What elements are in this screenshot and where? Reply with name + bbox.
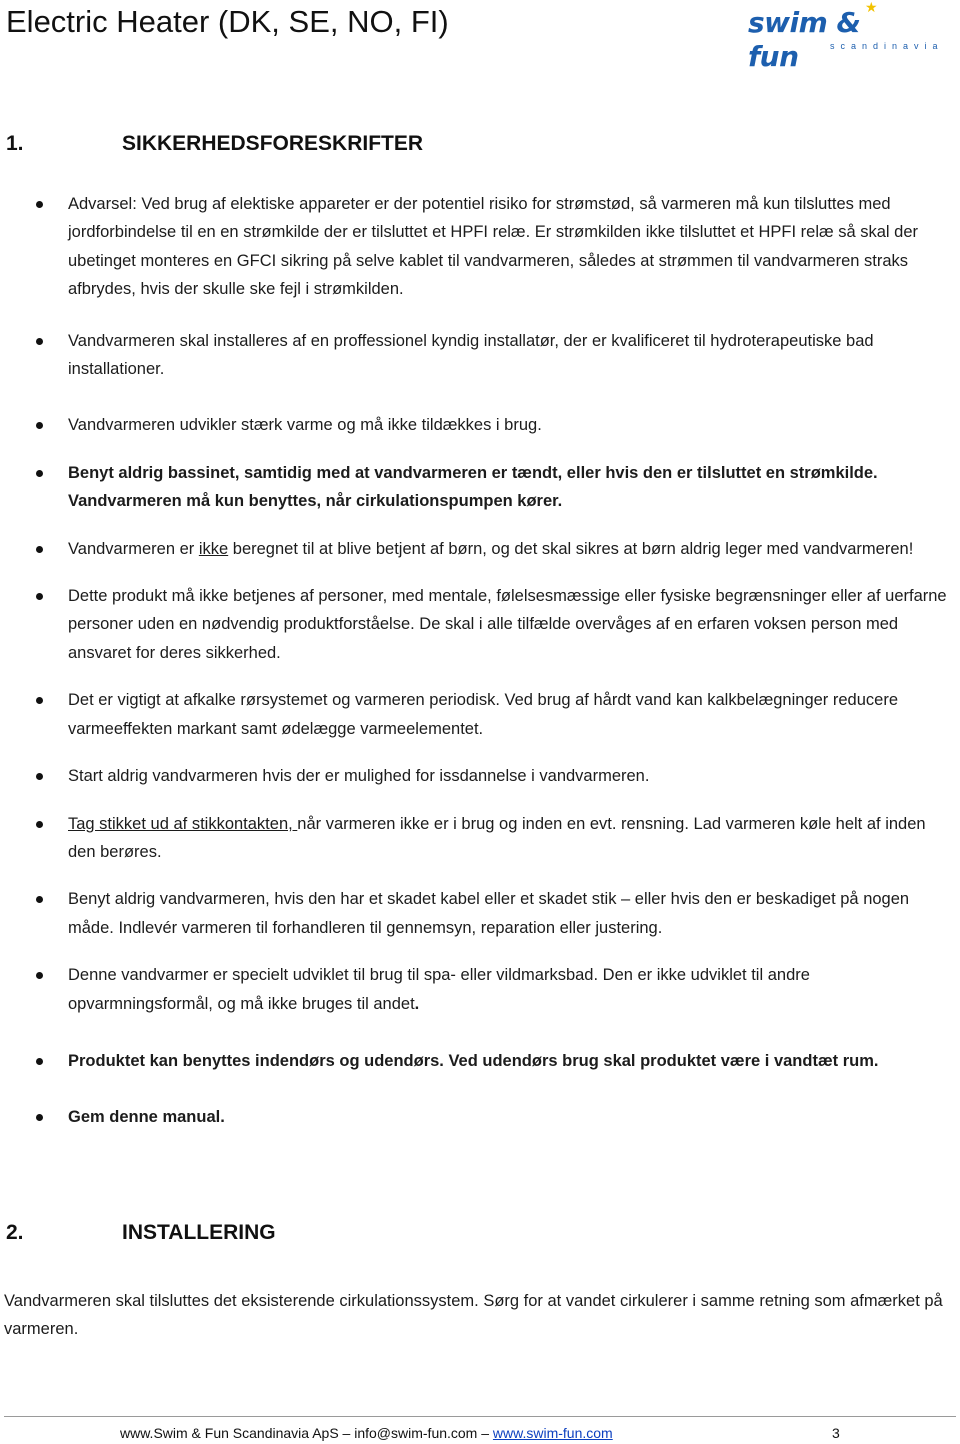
star-icon: ★ <box>865 0 878 15</box>
list-item <box>0 327 960 384</box>
bullet-text: Benyt aldrig bassinet, samtidig med at vandvarmeren er tændt, eller hvis den er tilsluttet en strømkilde. Vandvarmeren må kun benyttes, når cirkulationspumpen kører. <box>68 463 878 511</box>
section-2-heading <box>6 1219 276 1247</box>
footer <box>120 1422 613 1444</box>
bullet-text: Vandvarmeren er <box>68 539 199 558</box>
document-title: Electric Heater (DK, SE, NO, FI) <box>6 4 449 39</box>
logo-subtext: scandinavia <box>830 41 944 51</box>
list-item <box>0 582 960 667</box>
bullet-text: Dette produkt må ikke betjenes af personer, med mentale, følelsesmæssige eller fysiske begrænsninger eller af uerfarne personer uden en nødvendig produktforståelse. De skal i alle tilfælde overvåges af en erfaren voksen person med ansvaret for deres sikkerhed. <box>68 587 947 662</box>
footer-text: www.Swim & Fun Scandinavia ApS – info@swim-fun.com – <box>120 1425 493 1441</box>
bullet-text: Benyt aldrig vandvarmeren, hvis den har et skadet kabel eller et skadet stik – eller hvis den er beskadiget på nogen måde. Indlevér varmeren til forhandleren til gennemsyn, reparation eller justering. <box>68 890 910 937</box>
logo-text: swim & fun <box>748 6 861 73</box>
list-item <box>0 459 960 516</box>
footer-divider <box>4 1416 956 1417</box>
section-2-number: 2. <box>6 1221 24 1244</box>
list-item <box>0 686 960 743</box>
list-item <box>0 1103 960 1131</box>
swim-fun-logo <box>748 0 944 73</box>
page-number: 3 <box>832 1425 840 1441</box>
underlined-text: Tag stikket ud af stikkontakten, <box>68 814 298 833</box>
bullet-text: Start aldrig vandvarmeren hvis der er mulighed for issdannelse i vandvarmeren. <box>68 767 650 786</box>
bullet-text: når varmeren ikke er i brug og inden en evt. rensning. Lad varmeren køle helt af inden den berøres. <box>68 814 926 861</box>
section-2-title: INSTALLERING <box>122 1221 276 1244</box>
list-item <box>0 810 960 867</box>
bullet-text: Ved brug af elektiske appareter er der potentiel risiko for strømstød, så varmeren må kun tilsluttes med jordforbindelse til en en strømkilde der er tilsluttet et HPFI relæ. Er strømkilden ikke tilsluttet et HPFI relæ så skal der ubetinget monteres en GFCI sikring på selve kablet til vandvarmeren, således at strømmen til vandvarmeren straks afbrydes, hvis der skulle ske fejl i strømkilden. <box>68 195 919 299</box>
list-item <box>0 885 960 942</box>
bullet-text: Vandvarmeren skal installeres af en proffessionel kyndig installatør, der er kvalificeret til hydroterapeutiske bad installationer. <box>68 331 874 379</box>
installation-paragraph: Vandvarmeren skal tilsluttes det eksisterende cirkulationssystem. Sørg for at vandet cirkulerer i samme retning som afmærket på varmeren. <box>4 1292 943 1339</box>
bullet-text: Denne vandvarmer er specielt udviklet til brug til spa- eller vildmarksbad. Den er ikke udviklet til andre opvarmningsformål, og må ikke bruges til andet <box>68 966 810 1013</box>
section-1-heading <box>6 130 423 158</box>
list-item <box>0 961 960 1018</box>
underlined-text: ikke <box>198 539 229 558</box>
bullet-text: Vandvarmeren udvikler stærk varme og må ikke tildækkes i brug. <box>68 416 542 435</box>
list-item <box>0 762 960 790</box>
bullet-text: Gem denne manual. <box>68 1108 225 1127</box>
safety-bullet-list <box>0 190 960 1132</box>
warning-label: Advarsel: <box>68 195 137 213</box>
section-1-title: SIKKERHEDSFORESKRIFTER <box>122 132 424 155</box>
bullet-text: Det er vigtigt at afkalke rørsystemet og varmeren periodisk. Ved brug af hårdt vand kan kalkbelægninger reducere varmeeffekten markant samt ødelægge varmeelementet. <box>68 691 899 738</box>
section-1-number: 1. <box>6 132 24 155</box>
list-item <box>0 190 960 304</box>
bullet-text-bold: . <box>414 994 420 1013</box>
list-item <box>0 535 960 563</box>
list-item <box>0 1047 960 1075</box>
bullet-text: beregnet til at blive betjent af børn, og det skal sikres at børn aldrig leger med vandvarmeren! <box>228 539 914 558</box>
list-item <box>0 411 960 439</box>
bullet-text: Produktet kan benyttes indendørs og udendørs. Ved udendørs brug skal produktet være i vandtæt rum. <box>68 1051 879 1070</box>
website-link[interactable]: www.swim-fun.com <box>492 1425 613 1441</box>
